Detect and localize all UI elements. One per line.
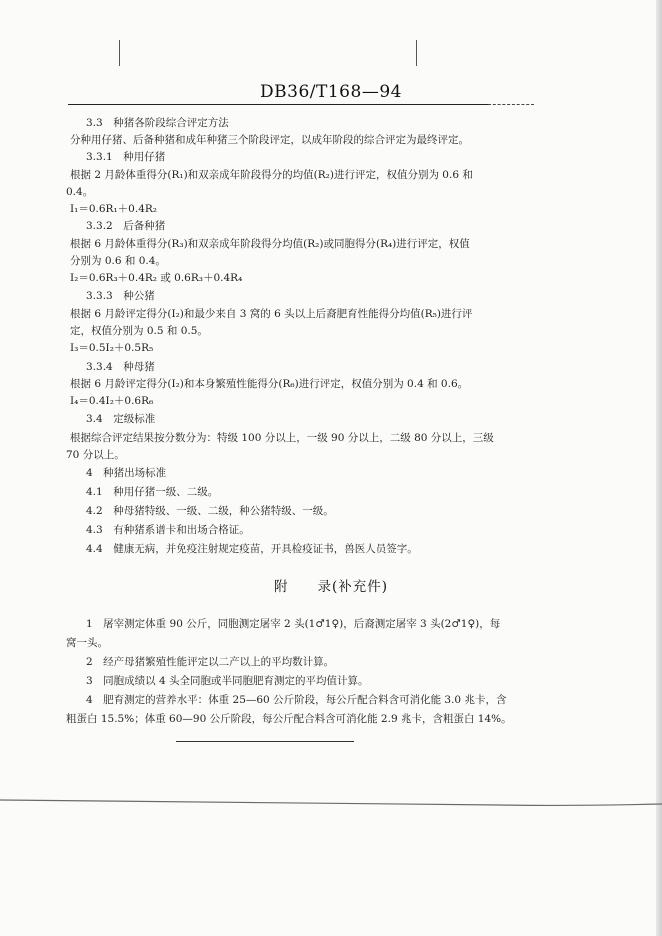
binding-mark-right	[416, 40, 417, 66]
subsection-heading-3-3-3: 3.3.3 种公猪	[86, 290, 155, 302]
appendix-item-4: 4 肥育测定的营养水平：体重 25—60 公斤阶段，每公斤配合料含可消化能 3.0 兆卡，含	[86, 694, 507, 706]
body-text: 分别为 0.6 和 0.4。	[70, 255, 166, 267]
list-item-4-2: 4.2 种母猪特级、一级、二级，种公猪特级、一级。	[86, 505, 334, 517]
body-text: 根据 6 月龄体重得分(R₃)和双亲成年阶段得分均值(R₂)或同胞得分(R₄)进行评定，权值	[70, 238, 470, 250]
page-header-standard-code: DB36/T168—94	[260, 82, 402, 102]
appendix-item-2: 2 经产母猪繁殖性能评定以二产以上的平均数计算。	[86, 656, 335, 668]
section-heading-4: 4 种猪出场标准	[86, 467, 167, 479]
scan-page-fold-line	[0, 790, 662, 820]
body-text: 根据综合评定结果按分数分为：特级 100 分以上，一级 90 分以上，二级 80 分以上，三级	[70, 432, 494, 444]
body-text: 70 分以上。	[66, 449, 125, 461]
formula-i1: I₁＝0.6R₁＋0.4R₂	[70, 203, 157, 215]
body-text: 定，权值分别为 0.5 和 0.5。	[70, 325, 208, 337]
body-text: 根据 6 月龄评定得分(I₂)和最少来自 3 窝的 6 头以上后裔肥育性能得分均值(R₅)进行评	[70, 308, 473, 320]
appendix-item-1-cont: 窝一头。	[66, 637, 108, 649]
appendix-item-1: 1 屠宰测定体重 90 公斤，同胞测定屠宰 2 头(1♂1♀)，后裔测定屠宰 3 头(2♂1♀)，每	[86, 618, 501, 630]
body-text: 0.4。	[66, 186, 94, 198]
body-text: 根据 6 月龄评定得分(I₂)和本身繁殖性能得分(R₆)进行评定，权值分别为 0.4 和 0.6。	[70, 378, 469, 390]
header-rule	[68, 104, 488, 105]
appendix-item-3: 3 同胞成绩以 4 头全同胞或半同胞肥育测定的平均值计算。	[86, 675, 369, 687]
footnote-rule	[176, 741, 354, 742]
binding-mark-left	[119, 40, 120, 66]
list-item-4-3: 4.3 有种猪系谱卡和出场合格证。	[86, 524, 250, 536]
formula-i4: I₄＝0.4I₂＋0.6R₆	[70, 395, 154, 407]
header-rule-dashed-tail	[488, 104, 534, 106]
section-heading-3-4: 3.4 定级标准	[86, 413, 156, 425]
list-item-4-4: 4.4 健康无病，并免疫注射规定疫苗，开具检疫证书，兽医人员签字。	[86, 543, 418, 555]
formula-i3: I₃＝0.5I₂＋0.5R₅	[70, 342, 154, 354]
body-text: 分种用仔猪、后备种猪和成年种猪三个阶段评定，以成年阶段的综合评定为最终评定。	[70, 134, 469, 146]
appendix-title: 附 录(补充件)	[273, 579, 389, 595]
formula-i2: I₂＝0.6R₃＋0.4R₂ 或 0.6R₃＋0.4R₄	[70, 272, 243, 284]
appendix-item-4-cont: 粗蛋白 15.5%；体重 60—90 公斤阶段，每公斤配合料含可消化能 2.9 兆卡，含粗蛋白 14%。	[66, 713, 512, 725]
list-item-4-1: 4.1 种用仔猪一级、二级。	[86, 486, 219, 498]
section-heading-3-3: 3.3 种猪各阶段综合评定方法	[86, 117, 229, 129]
body-text: 根据 2 月龄体重得分(R₁)和双亲成年阶段得分的均值(R₂)进行评定，权值分别为 0.6 和	[70, 169, 473, 181]
subsection-heading-3-3-1: 3.3.1 种用仔猪	[86, 151, 166, 163]
subsection-heading-3-3-4: 3.3.4 种母猪	[86, 361, 155, 373]
subsection-heading-3-3-2: 3.3.2 后备种猪	[86, 220, 166, 232]
